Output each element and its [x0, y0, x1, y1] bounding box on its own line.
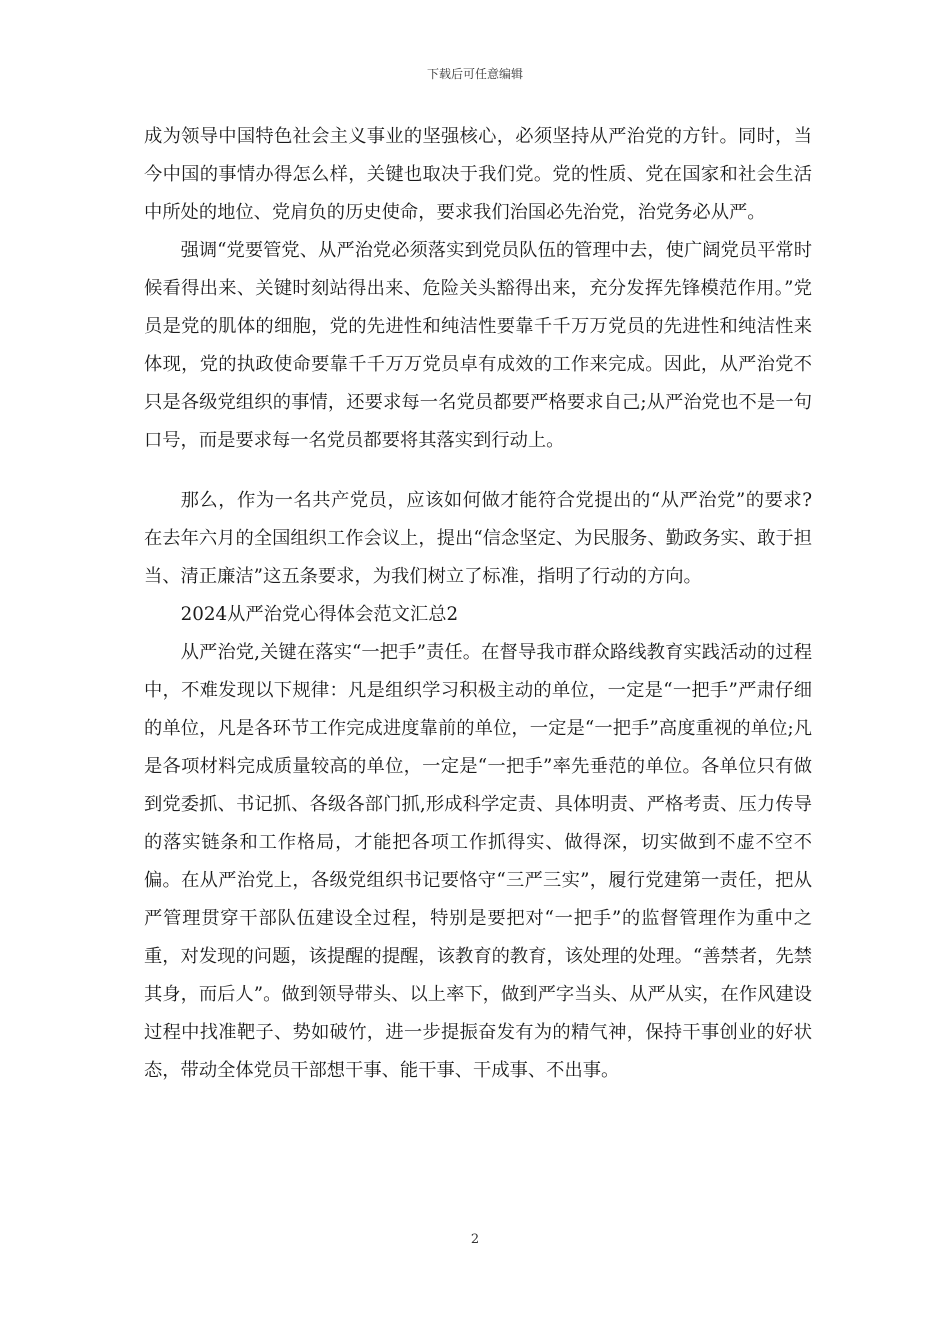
paragraph-emphasis: 强调“党要管党、从严治党必须落实到党员队伍的管理中去，使广阔党员平常时候看得出来、关键时刻站得出来、危险关头豁得出来，充分发挥先锋模范作用。”党员是党的肌体的细胞，党的先进性和纯洁性要靠千千万万党员的先进性和纯洁性来体现，党的执政使命要靠千千万万党员卓有成效的工作来完成。因此，从严治党不只是各级党组织的事情，还要求每一名党员都要严格要求自己;从严治党也不是一句口号，而是要求每一名党员都要将其落实到行动上。	[144, 240, 812, 451]
paragraph-continued: 成为领导中国特色社会主义事业的坚强核心，必须坚持从严治党的方针。同时，当今中国的事情办得怎么样，关键也取决于我们党。党的性质、党在国家和社会生活中所处的地位、党肩负的历史使命，要求我们治国必先治党，治党务必从严。	[144, 126, 812, 223]
page-number: 2	[470, 1232, 480, 1247]
paragraph-leadership: 从严治党,关键在落实“一把手”责任。在督导我市群众路线教育实践活动的过程中，不难发现以下规律：凡是组织学习积极主动的单位，一定是“一把手”严肃仔细的单位，凡是各环节工作完成进度靠前的单位，一定是“一把手”高度重视的单位;凡是各项材料完成质量较高的单位，一定是“一把手”率先垂范的单位。各单位只有做到党委抓、书记抓、各级各部门抓,形成科学定责、具体明责、严格考责、压力传导的落实链条和工作格局，才能把各项工作抓得实、做得深，切实做到不虚不空不偏。在从严治党上，各级党组织书记要恪守“三严三实”，履行党建第一责任，把从严管理贯穿干部队伍建设全过程，特别是要把对“一把手”的监督管理作为重中之重，对发现的问题，该提醒的提醒，该教育的教育，该处理的处理。“善禁者，先禁其身，而后人”。做到领导带头、以上率下，做到严字当头、从严从实，在作风建设过程中找准靶子、势如破竹，进一步提振奋发有为的精气神，保持干事创业的好状态，带动全体党员干部想干事、能干事、干成事、不出事。	[144, 642, 812, 1081]
section-title: 2024从严治党心得体会范文汇总2	[180, 604, 459, 625]
page-header: 下载后可任意编辑	[426, 67, 523, 81]
document-body	[144, 118, 812, 1090]
paragraph-requirements: 那么，作为一名共产党员，应该如何做才能符合党提出的“从严治党”的要求?在去年六月的全国组织工作会议上，提出“信念坚定、为民服务、勤政务实、敢于担当、清正廉洁”这五条要求，为我们树立了标准，指明了行动的方向。	[144, 490, 812, 587]
